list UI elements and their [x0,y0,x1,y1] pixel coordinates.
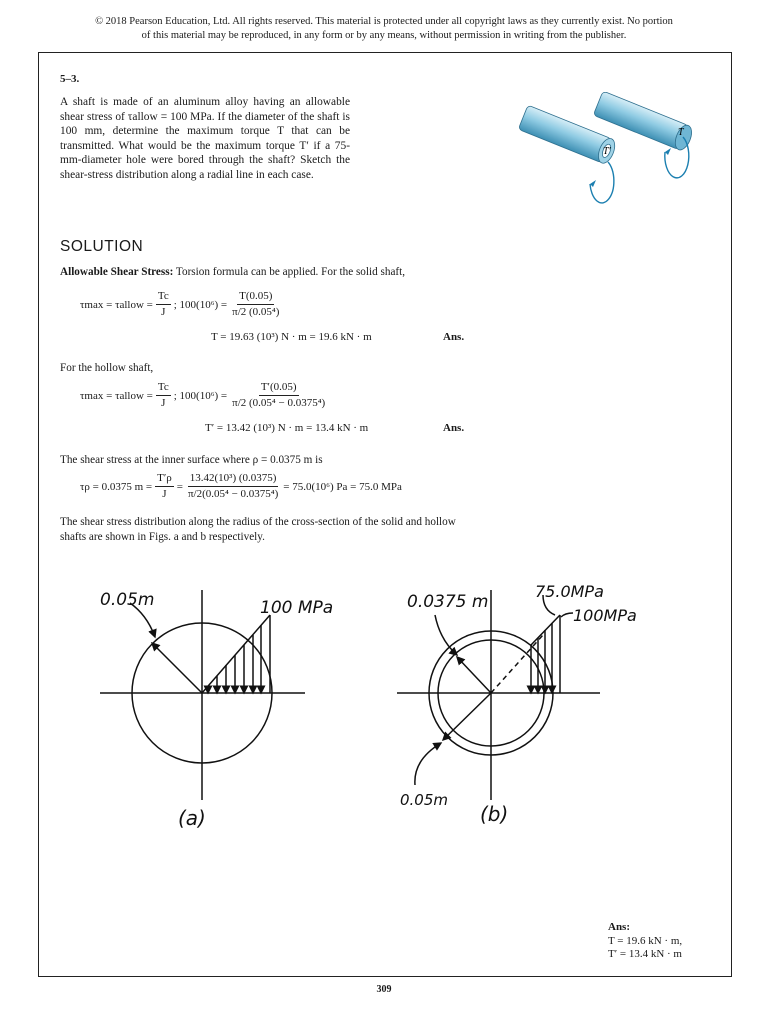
answer-box [608,921,682,962]
label-b-outer-stress: 100MPa [573,606,637,625]
eq1-mid: ; 100(10⁶) = [173,298,228,311]
eq1-rhs-den: π/2 (0.05⁴) [232,306,280,318]
label-a-radius: 0.05m [100,590,155,610]
eq2-frac-den: J [161,397,166,409]
ans-label-2: Ans. [443,422,465,434]
stress-distribution-figure [95,585,655,835]
eq2-lhs: τmax = τallow = [80,389,153,402]
answer-line-1: T = 19.6 kN · m, [608,934,683,947]
eq1-torsion-fraction [156,290,171,319]
equation-hollow-shaft [80,381,330,410]
eq2-mid: ; 100(10⁶) = [173,389,228,402]
label-t: T [678,127,684,138]
caption-b: (b) [480,802,509,826]
eq2-rhs-den: π/2 (0.05⁴ − 0.0375⁴) [232,397,326,409]
answer-title: Ans: [608,921,631,933]
eq3-f1-num: T′ρ [155,472,174,487]
eq3-fraction-2 [186,472,280,501]
copyright-line-1: © 2018 Pearson Education, Ltd. All rights reserved. This material is protected under all copyright laws as they currently exist. No portion [95,16,673,27]
eq2-rhs-fraction [230,381,327,410]
eq1-frac-den: J [161,306,166,318]
result-solid-torque: T = 19.63 (10³) N · m = 19.6 kN · m [211,331,372,343]
copyright-line-2: of this material may be reproduced, in any form or by any means, without permission in writing from the publisher. [141,30,627,41]
label-a-stress: 100 MPa [260,598,334,618]
page-number: 309 [376,984,392,995]
allowable-stress-text: Torsion formula can be applied. For the solid shaft, [173,266,406,278]
answer-line-2: T′ = 13.4 kN · m [608,948,682,960]
eq1-rhs-num: T(0.05) [237,290,274,305]
hollow-shaft-intro: For the hollow shaft, [60,362,154,374]
solution-heading: SOLUTION [60,238,144,255]
eq1-lhs: τmax = τallow = [80,298,153,311]
eq2-torsion-fraction [156,381,171,410]
shaft-illustration [505,92,715,207]
figure-a-solid-shaft [100,590,305,800]
distribution-text: The shear stress distribution along the radius of the cross-section of the solid and hollow shafts are shown in Figs. a and b respectively. [60,516,456,543]
eq2-frac-num: Tc [156,381,171,396]
label-t-prime: T′ [603,146,611,157]
label-b-inner-radius: 0.0375 m [407,592,489,612]
figure-b-hollow-shaft [397,590,600,800]
eq3-f2-den: π/2(0.05⁴ − 0.0375⁴) [187,488,279,500]
result-hollow-torque: T′ = 13.42 (10³) N · m = 13.4 kN · m [205,422,369,434]
eq1-rhs-fraction [230,290,281,319]
eq3-result: = 75.0(10⁶) Pa = 75.0 MPa [283,480,402,493]
eq3-lhs: τρ = 0.0375 m = [80,480,153,493]
equation-inner-stress: τρ = 0.0375 m = $\frac{T'\rho}{J}$ = $\frac{\text{13.42(10³) (0.0375)}}{\text{π/2(0.05⁴ − 0.0375⁴)}}$ = 75.0(10⁶) Pa = 75.0 MPa [80,472,402,500]
copyright-notice [40,15,728,43]
ans-label-1: Ans. [443,331,465,343]
eq1-frac-num: Tc [156,290,171,305]
label-b-outer-radius: 0.05m [400,791,449,809]
eq3-f2-num: 13.42(10³) (0.0375) [188,472,279,487]
eq3-fraction-1 [155,472,174,501]
problem-number: 5–3. [60,73,80,85]
allowable-stress-line [60,265,405,280]
eq2-rhs-num: T′(0.05) [259,381,299,396]
problem-statement: A shaft is made of an aluminum alloy having an allowable shear stress of τallow = 100 MPa. If the diameter of the shaft is 100 mm, determine the maximum torque T that can be transmitted. What would be the maximum torque T′ if a 75-mm-diameter hole were bored through the shaft? Sketch the shear-stress distribution along a radial line in each case. [60,96,350,181]
eq3-f1-den: J [162,488,167,500]
caption-a: (a) [178,806,206,830]
label-b-inner-stress: 75.0MPa [535,585,604,601]
allowable-stress-title: Allowable Shear Stress: [60,266,174,278]
inner-surface-intro: The shear stress at the inner surface where ρ = 0.0375 m is [60,454,323,466]
equation-solid-shaft [80,290,284,319]
